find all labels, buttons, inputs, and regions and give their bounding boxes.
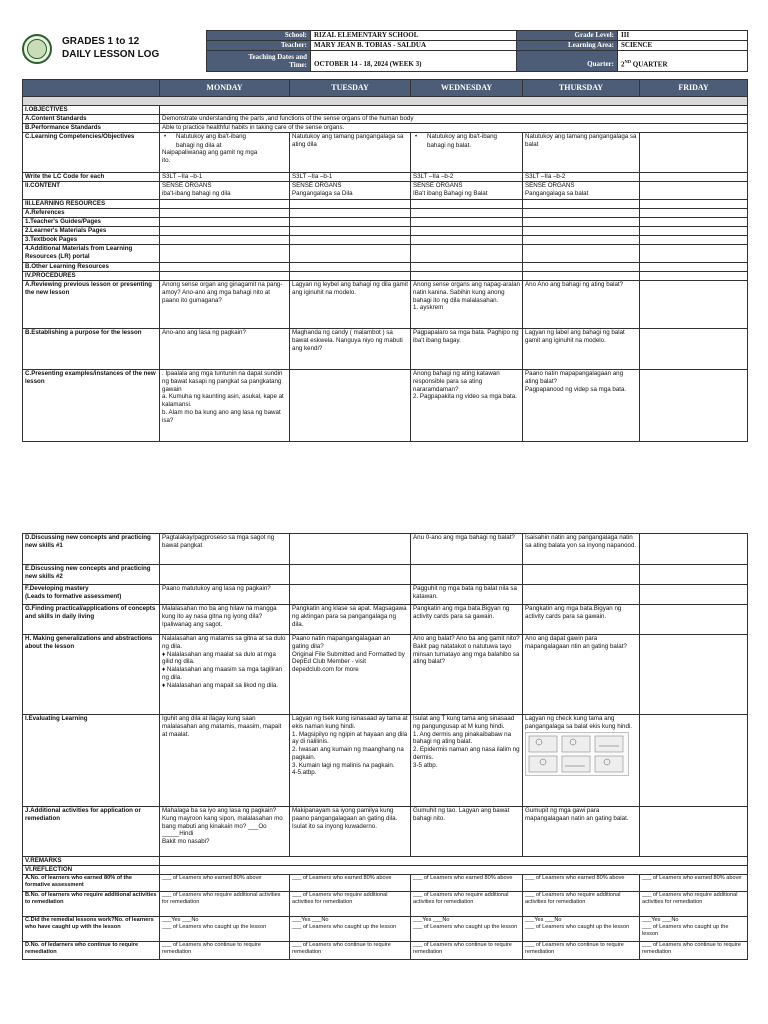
additional-tuesday: Makipanayam sa iyong pamilya kung paano pangangalagaan an gating dila. Isulat ito sa inyong kuwaderno. bbox=[290, 807, 411, 857]
purpose-thursday: Lagyan ng label ang bahagi ng balat gamit ang iginuhit na modelo. bbox=[523, 329, 640, 370]
reflection-d-label: D.No. of ledarners who continue to require remediation bbox=[23, 942, 160, 960]
reflection-heading: VI.REFLECTION bbox=[23, 866, 160, 875]
performance-standards-label: B.Performance Standards bbox=[23, 124, 160, 133]
lesson-log-table-page2 bbox=[22, 533, 748, 960]
generalize-thursday: Ano ang dapat gawin para mapangalagaan ntin an gating balat? bbox=[523, 635, 640, 715]
reflection-c-tuesday bbox=[290, 917, 411, 942]
generalize-monday bbox=[160, 635, 290, 715]
reflection-a-wednesday: ___ of Learners who earned 80% above bbox=[411, 875, 523, 892]
examples-monday bbox=[160, 370, 290, 442]
evaluate-tuesday-1: Lagyan ng tsek kung isinasaad ay tama at ekis naman kung hindi. bbox=[292, 715, 408, 730]
reflection-c-thursday-yesno: ___Yes ___No bbox=[525, 917, 562, 923]
practical-label: G.Finding practical/applications of concepts and skills in daily living bbox=[23, 605, 160, 635]
grade-value: III bbox=[618, 31, 748, 41]
learners-materials-label: 2.Learner's Materials Pages bbox=[23, 227, 160, 236]
competencies-monday-b: bahagi ng dila at bbox=[176, 141, 222, 149]
deped-seal bbox=[22, 34, 52, 64]
reflection-a-label: A.No. of learners who earned 80% of the formative assessment bbox=[23, 875, 160, 892]
practical-wednesday: Pangkatin ang mga bata.Bigyan ng activity cards para sa gawain. bbox=[411, 605, 523, 635]
discuss1-label: D.Discussing new concepts and practicing new skills #1 bbox=[23, 534, 160, 565]
evaluate-tuesday-5: 4-5.atbp. bbox=[292, 769, 317, 777]
discuss2-label: E.Discussing new concepts and practicing new skills #2 bbox=[23, 565, 160, 585]
dates-key-line1: Teaching Dates and bbox=[248, 52, 307, 61]
additional-thursday: Gumupit ng mga gawi para mapangalagaan natin an gating balat. bbox=[523, 807, 640, 857]
generalize-tuesday-1: Paano natin mapangangalagaan an gating dila? bbox=[292, 635, 391, 650]
form-title bbox=[62, 35, 159, 61]
quarter-key: Quarter: bbox=[517, 51, 618, 72]
content-tuesday bbox=[290, 182, 411, 200]
additional-monday-2: Bakit mo nasabi? bbox=[162, 838, 210, 845]
day-wednesday: WEDNESDAY bbox=[411, 80, 523, 97]
additional-monday-1: Mahalaga ba sa iyo ang lasa ng pagkain? Kung mayroon kang sipon, malalasahan mo bang mabuti ang kinakain mo? ___Oo _____Hindi bbox=[162, 807, 283, 838]
reflection-a-friday: ___ of Learners who earned 80% above bbox=[640, 875, 748, 892]
dates-key bbox=[207, 51, 311, 72]
other-resources-label: B.Other Learning Resources bbox=[23, 263, 160, 272]
additional-materials-label bbox=[23, 245, 160, 263]
generalize-label: H. Making generalizations and abstractions about the lesson bbox=[23, 635, 160, 715]
reflection-c-thursday bbox=[523, 917, 640, 942]
review-wednesday-item: 1. ayskrem bbox=[413, 304, 444, 312]
lc-code-thursday: S3LT –IIa –b-2 bbox=[523, 173, 640, 182]
competencies-wednesday: • Natutukoy ang iba't-ibang bahagi ng balat. bbox=[411, 133, 523, 173]
content-wednesday bbox=[411, 182, 523, 200]
content-monday-1: SENSE ORGANS bbox=[162, 182, 212, 189]
mastery-label-1: F.Developing mastery bbox=[25, 585, 89, 592]
textbook-pages-label: 3.Textbook Pages bbox=[23, 236, 160, 245]
competencies-wednesday-b: bahagi ng balat. bbox=[427, 141, 472, 149]
practical-tuesday: Pangkatin ang klase sa apat. Magsagawa ng aktingan para sa pangangalaga ng dila. bbox=[290, 605, 411, 635]
reflection-c-wednesday-yesno: ___Yes ___No bbox=[413, 917, 450, 923]
evaluate-thursday-text: Lagyan ng check kung tama ang pangangalaga sa balat ekis kung hindi. bbox=[525, 715, 632, 730]
examples-wednesday bbox=[411, 370, 523, 442]
generalize-monday-3: ♦ Nalalasahan ang maasim sa mga tagiliran ng dila. bbox=[162, 666, 283, 681]
content-monday-2: iba't-ibang bahagi ng dila bbox=[162, 189, 231, 197]
reflection-d-monday: ___ of Learners who continue to require remediation bbox=[160, 942, 290, 960]
additional-monday bbox=[160, 807, 290, 857]
dates-value: OCTOBER 14 - 18, 2024 (WEEK 3) bbox=[311, 51, 517, 72]
reflection-d-friday: ___ of Learners who continue to require remediation bbox=[640, 942, 748, 960]
lc-code-monday: S3LT –IIa –b-1 bbox=[160, 173, 290, 182]
skin-care-worksheet-image bbox=[525, 732, 629, 776]
content-tuesday-2: Pangangalaga sa Dila bbox=[292, 189, 353, 197]
review-tuesday: Lagyan ng leybel ang bahagi ng dila gamit ang iginuhit na modelo. bbox=[290, 281, 411, 329]
reflection-c-wednesday bbox=[411, 917, 523, 942]
examples-monday-1: . Ipaalala ang mga tuntunin na dapat sundin ng bawat kasapi ng pangkat sa pangkatang gawain bbox=[162, 370, 283, 393]
teacher-value: MARY JEAN B. TOBIAS - SALDUA bbox=[311, 41, 517, 51]
content-thursday-1: SENSE ORGANS bbox=[525, 182, 575, 189]
reflection-c-friday-yesno: ___Yes ___No bbox=[642, 917, 679, 923]
quarter-sup: ND bbox=[624, 58, 631, 64]
evaluate-tuesday-3: 2. Iwasan ang kumain ng maanghang na pagkain. bbox=[292, 746, 404, 761]
evaluate-tuesday-4: 3. Kumain lagi ng malinis na pagkain. bbox=[292, 761, 395, 769]
day-tuesday: TUESDAY bbox=[290, 80, 411, 97]
competencies-tuesday: Natutukoy ang tamang pangangalaga sa ating dila bbox=[290, 133, 411, 173]
resources-heading: III.LEARNING RESOURCES bbox=[23, 200, 160, 209]
school-value: RIZAL ELEMENTARY SCHOOL bbox=[311, 31, 517, 41]
content-thursday-2: Pangangalaga sa balat bbox=[525, 189, 589, 197]
title-line1: GRADES 1 to 12 bbox=[62, 36, 140, 47]
practical-monday: Malalasahan mo ba ang hilaw na mangga kung ito ay nasa gitna ng iyong dila? Ipaliwanag ang sagot. bbox=[160, 605, 290, 635]
teachers-guides-label: 1.Teacher's Guides/Pages bbox=[23, 218, 160, 227]
title-line2: DAILY LESSON LOG bbox=[62, 49, 160, 60]
area-value: SCIENCE bbox=[618, 41, 748, 51]
reflection-c-thursday-text: ___ of Learners who caught up the lesson bbox=[525, 923, 630, 930]
content-wednesday-2: IBa't ibang Bahagi ng Balat bbox=[413, 189, 488, 197]
remarks-heading: V.REMARKS bbox=[23, 857, 160, 866]
mastery-wednesday: Pagguhit ng mga bata ng balat nila sa katawan. bbox=[411, 585, 523, 605]
evaluate-wednesday-2: 1. Ang dermis ang pinakaibabaw na bahagi ng ating balat. bbox=[413, 730, 512, 746]
reflection-c-tuesday-text: ___ of Learners who caught up the lesson bbox=[292, 923, 397, 930]
examples-wednesday-2: 2. Pagpapakita ng video sa mga bata. bbox=[413, 393, 517, 401]
lc-code-tuesday: S3LT –IIa –b-1 bbox=[290, 173, 411, 182]
reflection-d-thursday: ___ of Learners who continue to require remediation bbox=[523, 942, 640, 960]
discuss1-monday: Pagtalakay/pagproseso sa mga sagot ng bawat pangkat bbox=[160, 534, 290, 565]
reflection-b-tuesday: ___ of Learners who require additional activities for remediation bbox=[290, 892, 411, 917]
content-monday bbox=[160, 182, 290, 200]
review-monday: Anong sense organ ang ginagamit na pang-amoy? Ano-ano ang mga bahagi nito at paano ito gumagana? bbox=[160, 281, 290, 329]
content-standards-label: A.Content Standards bbox=[23, 115, 160, 124]
reflection-c-monday-text: ___ of Learners who caught up the lesson bbox=[162, 923, 267, 930]
references-label: A.References bbox=[23, 209, 160, 218]
bullet-item: • Natutukoy ang iba't-ibang bbox=[164, 133, 246, 140]
generalize-monday-1: Nalalasahan ang matamis sa gitna at sa dulo ng dila. bbox=[162, 635, 286, 650]
day-monday: MONDAY bbox=[160, 80, 290, 97]
performance-standards-text: Able to practice healthful habits in taking care of the sense organs. bbox=[160, 124, 748, 133]
reflection-d-tuesday: ___ of Learners who continue to require remediation bbox=[290, 942, 411, 960]
evaluate-tuesday-2: 1. Magsipilyo ng ngipin at hayaan ang dila ay di nalilinis. bbox=[292, 730, 408, 746]
lc-code-wednesday: S3LT –IIa –b-2 bbox=[411, 173, 523, 182]
reflection-d-wednesday: ___ of Learners who continue to require remediation bbox=[411, 942, 523, 960]
evaluate-wednesday-4: 3-5 atbp. bbox=[413, 761, 438, 769]
content-standards-text: Demonstrate understanding the parts ,and functions of the sense organs of the human body bbox=[160, 115, 748, 124]
additional-materials-line2: Resources (LR) portal bbox=[25, 252, 90, 260]
examples-monday-3: b. Alam mo ba kung ano ang lasa ng bawat isa? bbox=[162, 408, 281, 424]
evaluate-monday: Iguhit ang dila at ilagay kung saan malalasahan ang matamis, maasim, mapait at maalat. bbox=[160, 715, 290, 807]
competencies-wednesday-a: Natutukoy ang iba't-ibang bbox=[427, 133, 497, 140]
review-label: A.Reviewing previous lesson or presenting the new lesson bbox=[23, 281, 160, 329]
generalize-monday-4: ♦ Nalalasahan ang mapait sa likod ng dila. bbox=[162, 681, 278, 689]
quarter-word: QUARTER bbox=[631, 60, 668, 69]
competencies-thursday: Natutukoy ang tamang pangangalaga sa balat bbox=[523, 133, 640, 173]
examples-monday-2: a. Kumuha ng kaunting asin, asukal, kape at kalamansi. bbox=[162, 393, 284, 408]
competencies-monday-a: Natutukoy ang iba't-ibang bbox=[176, 133, 246, 140]
purpose-tuesday: Maghanda ng candy ( malambot ) sa bawat eskwela. Nanguya niyo ng mabuti ang kendi? bbox=[290, 329, 411, 370]
purpose-label: B.Establishing a purpose for the lesson bbox=[23, 329, 160, 370]
discuss1-thursday: Isaisahin natin ang pangangalaga natin sa ating balata yon sa inyong napanood. bbox=[523, 534, 640, 565]
content-label: II.CONTENT bbox=[23, 182, 160, 200]
competencies-monday-c: Naipapaliwanag ang gamit ng mga bbox=[162, 149, 258, 157]
purpose-monday: Ano-ano ang lasa ng pagkain? bbox=[160, 329, 290, 370]
procedures-heading: IV.PROCEDURES bbox=[23, 272, 160, 281]
reflection-b-wednesday: ___ of Learners who require additional activities for remediation bbox=[411, 892, 523, 917]
purpose-wednesday: Pagpapalaro sa mga bata. Paghipo ng iba't ibang bagay. bbox=[411, 329, 523, 370]
mastery-label bbox=[23, 585, 160, 605]
school-key: School: bbox=[207, 31, 311, 41]
quarter-value bbox=[618, 51, 748, 72]
area-key: Learning Area: bbox=[517, 41, 618, 51]
reflection-c-wednesday-text: ___ of Learners who caught up the lesson bbox=[413, 923, 518, 930]
day-friday: FRIDAY bbox=[640, 80, 748, 97]
examples-label: C.Presenting examples/instances of the new lesson bbox=[23, 370, 160, 442]
lesson-log-table-page1 bbox=[22, 79, 748, 442]
evaluate-tuesday bbox=[290, 715, 411, 807]
generalize-tuesday-2: Original File Submitted and Formatted by DepEd Club Member - visit depedclub.com for more bbox=[292, 650, 405, 673]
evaluate-thursday bbox=[523, 715, 640, 807]
competencies-monday-d: ito. bbox=[162, 157, 171, 164]
evaluate-wednesday-3: 2. Epidermis naman ang nasa ilalim ng dermis. bbox=[413, 746, 520, 761]
content-wednesday-1: SENSE ORGANS bbox=[413, 182, 463, 189]
additional-wednesday: Gumuhit ng tao. Lagyan ang bawat bahagi nito. bbox=[411, 807, 523, 857]
competencies-label: C.Learning Competencies/Objectives bbox=[23, 133, 160, 173]
reflection-c-tuesday-yesno: ___Yes ___No bbox=[292, 917, 329, 923]
examples-thursday-2: Pagpapanood ng videp sa mga bata. bbox=[525, 385, 627, 393]
dates-key-line2: Time: bbox=[289, 61, 307, 69]
corner-cell bbox=[23, 80, 160, 97]
reflection-c-friday-text: ___ of Learners who caught up the lesson bbox=[642, 923, 729, 937]
reflection-a-monday: ___ of Learners who earned 80% above bbox=[160, 875, 290, 892]
day-thursday: THURSDAY bbox=[523, 80, 640, 97]
review-wednesday bbox=[411, 281, 523, 329]
mastery-monday: Paano matutukoy ang lasa ng pagkain? bbox=[160, 585, 290, 605]
reflection-b-monday: ___ of Learners who require additional activities for remediation bbox=[160, 892, 290, 917]
additional-activities-label: J.Additional activities for application or remediation bbox=[23, 807, 160, 857]
reflection-b-friday: ___ of Learners who require additional activities for remediation bbox=[640, 892, 748, 917]
reflection-c-label: C.Did the remedial lessons work?No. of learners who have caught up with the lesson bbox=[23, 917, 160, 942]
additional-materials-line1: 4.Additional Materials from Learning bbox=[25, 245, 133, 252]
evaluate-wednesday-1: Isulat ang T kung tama ang sinasaad ng pangungusap at M kung hindi. bbox=[413, 715, 515, 730]
content-tuesday-1: SENSE ORGANS bbox=[292, 182, 342, 189]
generalize-wednesday: Ano ang balat? Ano ba ang gamit nito? Bakit pag natatakot o natutuwa tayo minsan tumatayo ang mga balahibo sa ating balat? bbox=[411, 635, 523, 715]
teacher-key: Teacher: bbox=[207, 41, 311, 51]
reflection-c-monday bbox=[160, 917, 290, 942]
grade-key: Grade Level: bbox=[517, 31, 618, 41]
reflection-b-thursday: ___ of Learners who require additional activities for remediation bbox=[523, 892, 640, 917]
content-thursday bbox=[523, 182, 640, 200]
evaluate-wednesday bbox=[411, 715, 523, 807]
review-thursday: Ano Ano ang bahagi ng ating balat? bbox=[523, 281, 640, 329]
competencies-monday bbox=[160, 133, 290, 173]
review-wednesday-text: Anong sense organs ang napag-aralan natin kanina. Sabihin kung anong bahagi ito ng dila malalasahan. bbox=[413, 281, 520, 304]
objectives-heading: I.OBJECTIVES bbox=[23, 106, 160, 115]
reflection-b-label: B.No. of learners who require additional activities to remediation bbox=[23, 892, 160, 917]
evaluate-label: I.Evaluating Learning bbox=[23, 715, 160, 807]
practical-thursday: Pangkatin ang mga bata.Bigyan ng activity cards para sa gawain. bbox=[523, 605, 640, 635]
examples-thursday-1: Paano natin mapapangalagaan ang ating balat? bbox=[525, 370, 624, 385]
header-info-table bbox=[206, 30, 748, 72]
generalize-tuesday bbox=[290, 635, 411, 715]
mastery-label-2: (Leads to formative assessment) bbox=[25, 592, 122, 600]
discuss1-wednesday: Anu 0-ano ang mga bahagi ng balat? bbox=[411, 534, 523, 565]
lc-code-label: Write the LC Code for each bbox=[23, 173, 160, 182]
examples-wednesday-1: Anong bahagi ng ating katawan responsible para sa ating nararamdaman? bbox=[413, 370, 500, 393]
quarter-num: 2 bbox=[621, 60, 625, 69]
examples-thursday bbox=[523, 370, 640, 442]
reflection-a-tuesday: ___ of Learners who earned 80% above bbox=[290, 875, 411, 892]
generalize-monday-2: ♦ Nalalasahan ang maalat sa dulo at mga gilid ng dila. bbox=[162, 650, 276, 666]
reflection-c-friday bbox=[640, 917, 748, 942]
reflection-a-thursday: ___ of Learners who earned 80% above bbox=[523, 875, 640, 892]
reflection-c-monday-yesno: ___Yes ___No bbox=[162, 917, 199, 923]
